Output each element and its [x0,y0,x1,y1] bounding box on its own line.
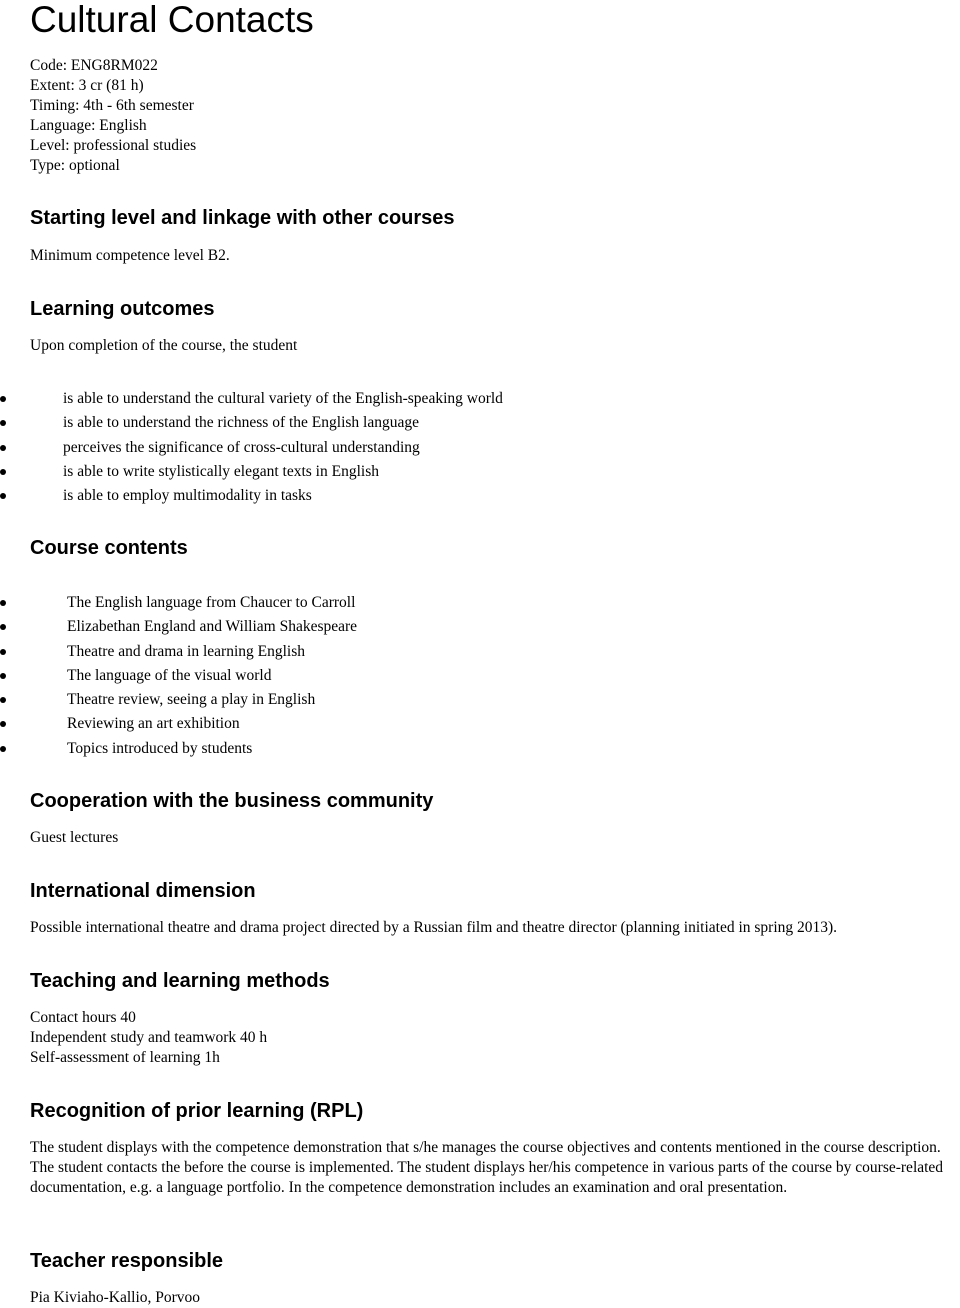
course-timing: Timing: 4th - 6th semester [30,97,194,114]
rpl-heading: Recognition of prior learning (RPL) [30,1100,364,1122]
course-contents-list [0,593,357,763]
international-text: Possible international theatre and drama project directed by a Russian film and theatre director (planning initiated in spring 2013). [30,919,838,936]
list-item: Theatre review, seeing a play in English [0,690,357,714]
page-title: Cultural Contacts [30,0,314,40]
course-level: Level: professional studies [30,137,197,154]
list-item: is able to employ multimodality in tasks [0,486,503,510]
list-item: The English language from Chaucer to Carroll [0,593,357,617]
course-extent: Extent: 3 cr (81 h) [30,77,144,94]
list-item: is able to write stylistically elegant texts in English [0,462,503,486]
teacher-name: Pia Kiviaho-Kallio, Porvoo [30,1289,201,1306]
rpl-text: The student displays with the competence demonstration that s/he manages the course objectives and contents mentioned in the course description. The student contacts the before the course is implemented. The student displays her/his competence in various parts of the course by course-related documentation, e.g. a language portfolio. In the competence demonstration includes an examination and oral presentation. [30,1139,944,1196]
teaching-methods-line: Contact hours 40 [30,1009,136,1026]
cooperation-heading: Cooperation with the business community [30,790,434,812]
bullet-icon [0,673,6,679]
bullet-icon [0,746,6,752]
bullet-icon [0,600,6,606]
starting-level-heading: Starting level and linkage with other courses [30,207,455,229]
teaching-methods-line: Self-assessment of learning 1h [30,1049,220,1066]
course-code: Code: ENG8RM022 [30,57,158,74]
list-item: The language of the visual world [0,666,357,690]
list-item: is able to understand the richness of the English language [0,413,503,437]
international-heading: International dimension [30,880,256,902]
learning-outcomes-list [0,389,503,510]
teaching-methods-heading: Teaching and learning methods [30,970,330,992]
teaching-methods-line: Independent study and teamwork 40 h [30,1029,268,1046]
starting-level-text: Minimum competence level B2. [30,247,230,264]
bullet-icon [0,721,6,727]
bullet-icon [0,493,6,499]
list-item: Elizabethan England and William Shakespeare [0,617,357,641]
bullet-icon [0,469,6,475]
course-type: Type: optional [30,157,120,174]
bullet-icon [0,697,6,703]
bullet-icon [0,420,6,426]
list-item: Reviewing an art exhibition [0,714,357,738]
course-contents-heading: Course contents [30,537,188,559]
cooperation-text: Guest lectures [30,829,119,846]
learning-outcomes-heading: Learning outcomes [30,298,215,320]
list-item: Theatre and drama in learning English [0,642,357,666]
course-language: Language: English [30,117,147,134]
learning-outcomes-intro: Upon completion of the course, the student [30,337,298,354]
list-item: perceives the significance of cross-cultural understanding [0,438,503,462]
bullet-icon [0,445,6,451]
teacher-heading: Teacher responsible [30,1250,224,1272]
bullet-icon [0,624,6,630]
bullet-icon [0,649,6,655]
bullet-icon [0,396,6,402]
list-item: Topics introduced by students [0,739,357,763]
list-item: is able to understand the cultural variety of the English-speaking world [0,389,503,413]
